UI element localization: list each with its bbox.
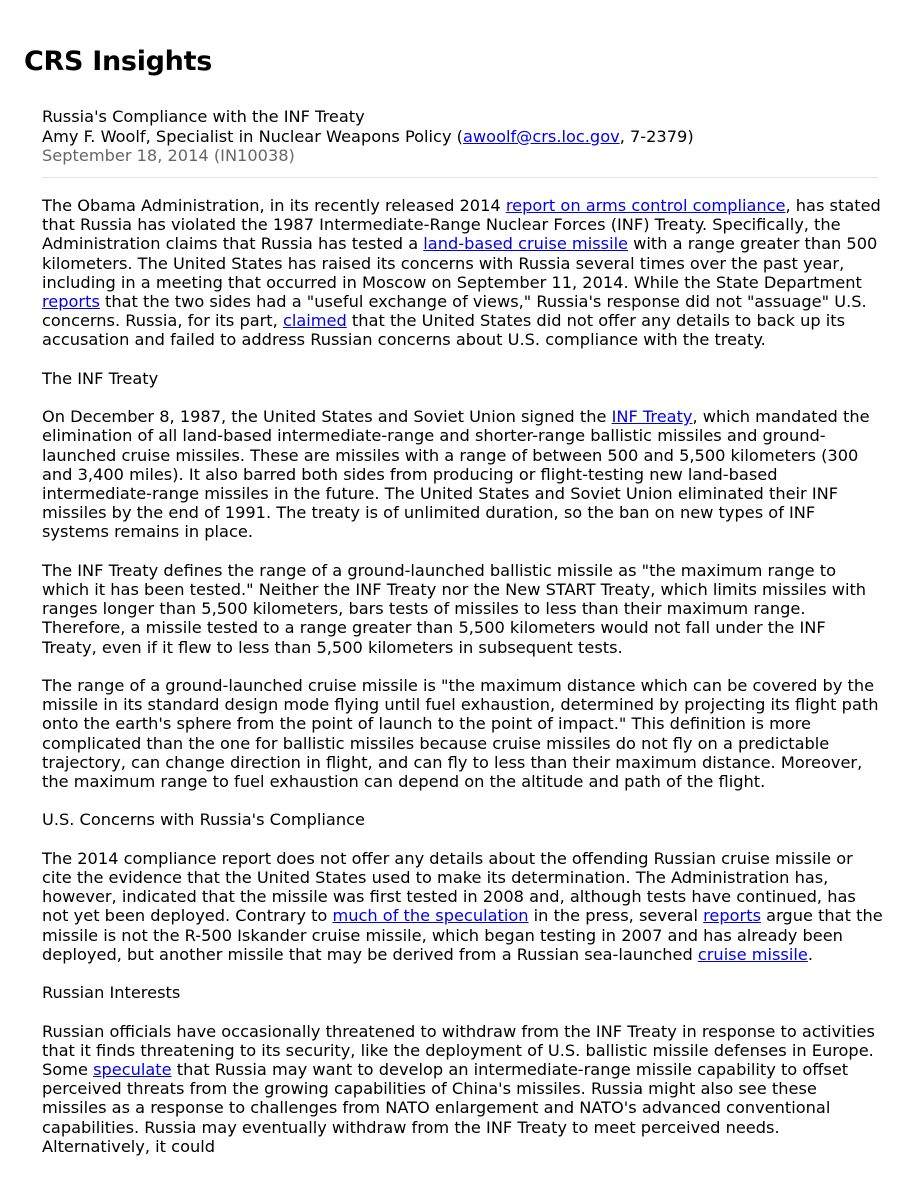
paragraph-cruise-range: The range of a ground-launched cruise missile is "the maximum distance which can be covered by the missile in its standard design mode flying until fuel exhaustion, determined by projecting its flight path onto the earth's sphere from the point of launch to the point of impact." This definition is more complicated than the one for ballistic missiles because cruise missiles do not fly on a predictable trajectory, can change direction in flight, and can fly to less than their maximum distance. Moreover, the maximum range to fuel exhaustion can depend on the altitude and path of the flight. [42, 676, 879, 792]
paragraph-text: that the two sides had a "useful exchange of views," Russia's response did not "assuage" U.S. concerns. Russia, for its part, [42, 292, 867, 331]
paragraph-text: with a range greater than 500 kilometers. The United States has raised its concerns with Russia several times over the past year, including in a meeting that occurred in Moscow on September 11, 2014. While the State Department [42, 234, 878, 292]
speculate-link[interactable]: speculate [93, 1060, 172, 1080]
speculation-link[interactable]: much of the speculation [332, 906, 529, 926]
section-heading-inf-treaty: The INF Treaty [42, 368, 159, 388]
author-phone: , 7-2379) [619, 126, 694, 146]
paragraph-text: , has stated that Russia has violated the 1987 Intermediate-Range Nuclear Forces (INF) Treaty. Specifically, the Administration claims that Russia has tested a [42, 196, 881, 254]
publication-date: September 18, 2014 (IN10038) [42, 146, 295, 165]
paragraph-text: that Russia may want to develop an intermediate-range missile capability to offset perceived threats from the growing capabilities of China's missiles. Russia might also see these missiles as a response to challenges from NATO enlargement and NATO's advanced conventional capabilities. Russia may eventually withdraw from the INF Treaty to meet perceived needs. Alternatively, it could [42, 1060, 849, 1156]
paragraph-us-concerns [42, 849, 884, 964]
state-department-reports-link[interactable]: reports [42, 292, 100, 312]
author-line [42, 127, 878, 147]
paragraph-inf-treaty [42, 407, 884, 541]
cruise-missile-link[interactable]: land-based cruise missile [423, 234, 629, 254]
compliance-report-link[interactable]: report on arms control compliance [505, 196, 786, 215]
paragraph-text: . [807, 944, 813, 964]
inf-treaty-link[interactable]: INF Treaty [611, 407, 693, 427]
author-email-link[interactable]: awoolf@crs.loc.gov [463, 126, 620, 146]
paragraph-russian-interests [42, 1022, 884, 1156]
author-name: Amy F. Woolf, Specialist in Nuclear Weapons Policy ( [42, 126, 463, 146]
section-heading-russian-interests: Russian Interests [42, 983, 181, 1003]
article-meta [42, 107, 878, 166]
paragraph-text: Russian officials have occasionally threatened to withdraw from the INF Treaty in response to activities that it finds threatening to its security, like the deployment of U.S. ballistic missile defenses in Europe. Some [42, 1021, 875, 1080]
reports-link[interactable]: reports [703, 906, 761, 926]
site-brand: CRS Insights [24, 46, 212, 77]
article-title: Russia's Compliance with the INF Treaty [42, 107, 365, 126]
paragraph-text: The Obama Administration, in its recently released 2014 [42, 196, 506, 215]
paragraph-intro [42, 196, 884, 350]
paragraph-text: in the press, several [528, 906, 704, 926]
paragraph-text: argue that the missile is not the R-500 Iskander cruise missile, which began testing in 2007 and has already been deployed, but another missile that may be derived from a Russian sea-launched [42, 906, 883, 964]
section-heading-us-concerns: U.S. Concerns with Russia's Compliance [42, 810, 365, 830]
paragraph-text: On December 8, 1987, the United States and Soviet Union signed the [42, 407, 612, 427]
paragraph-text: The 2014 compliance report does not offer any details about the offending Russian cruise missile or cite the evidence that the United States used to make its determination. The Administration has, however, indicated that the missile was first tested in 2008 and, although tests have continued, has not yet been deployed. Contrary to [42, 848, 856, 926]
article-body [42, 196, 884, 1175]
paragraph-text: , which mandated the elimination of all land-based intermediate-range and shorter-range ballistic missiles and ground-launched cruise missiles. These are missiles with a range of between 500 and 5,500 kilometers (300 and 3,400 miles). It also barred both sides from producing or flight-testing new land-based intermediate-range missiles in the future. The United States and Soviet Union eliminated their INF missiles by the end of 1991. The treaty is of unlimited duration, so the ban on new types of INF systems remains in place. [42, 407, 870, 542]
header-divider [42, 177, 878, 178]
paragraph-ballistic-range: The INF Treaty defines the range of a ground-launched ballistic missile as "the maximum range to which it has been tested." Neither the INF Treaty nor the New START Treaty, which limits missiles with ranges longer than 5,500 kilometers, bars tests of missiles to less than their maximum range. Therefore, a missile tested to a range greater than 5,500 kilometers would not fall under the INF Treaty, even if it flew to less than 5,500 kilometers in subsequent tests. [42, 560, 867, 657]
russia-claimed-link[interactable]: claimed [282, 311, 347, 331]
paragraph-text: that the United States did not offer any details to back up its accusation and failed to address Russian concerns about U.S. compliance with the treaty. [42, 311, 846, 350]
sea-launched-cruise-missile-link[interactable]: cruise missile [697, 944, 808, 964]
